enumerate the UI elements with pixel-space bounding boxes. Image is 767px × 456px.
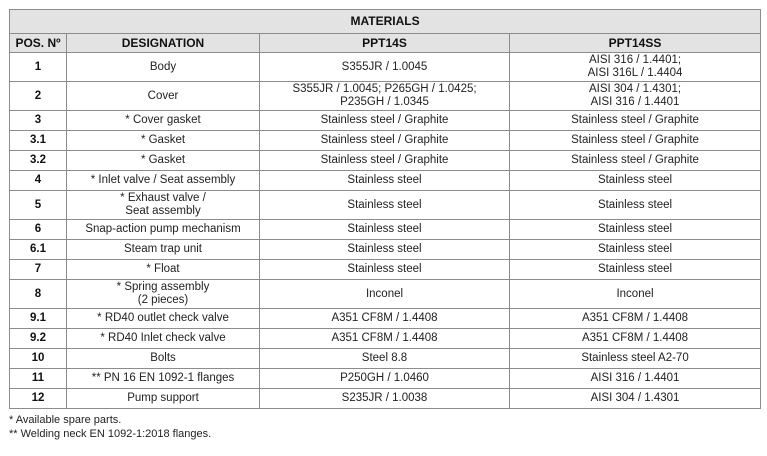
pos-cell: 12 xyxy=(10,389,67,409)
ppt14ss-cell xyxy=(510,171,761,191)
designation-cell xyxy=(67,191,260,220)
designation-cell-line: * Gasket xyxy=(140,154,186,166)
ppt14s-cell xyxy=(260,309,510,329)
table-row xyxy=(10,349,761,369)
designation-cell-line: * Inlet valve / Seat assembly xyxy=(90,174,236,186)
ppt14ss-cell xyxy=(510,111,761,131)
column-header-designation: DESIGNATION xyxy=(67,34,260,53)
pos-cell: 6 xyxy=(10,220,67,240)
ppt14ss-cell-line: Stainless steel / Graphite xyxy=(571,154,699,166)
pos-cell: 6.1 xyxy=(10,240,67,260)
ppt14s-cell xyxy=(260,349,510,369)
table-row xyxy=(10,369,761,389)
ppt14s-cell xyxy=(260,280,510,309)
ppt14s-cell xyxy=(260,171,510,191)
designation-cell xyxy=(67,349,260,369)
designation-cell xyxy=(67,151,260,171)
footnote-spare-parts: * Available spare parts. xyxy=(9,414,122,426)
designation-cell-line: * Spring assembly xyxy=(116,281,210,293)
ppt14s-cell-line: Stainless steel xyxy=(347,223,422,235)
materials-table xyxy=(9,9,761,409)
ppt14ss-cell-line: Stainless steel A2-70 xyxy=(581,352,689,364)
ppt14ss-cell-line: Stainless steel / Graphite xyxy=(571,114,699,126)
designation-cell-line: Snap-action pump mechanism xyxy=(85,223,241,235)
ppt14s-cell-line: Stainless steel / Graphite xyxy=(320,114,449,126)
ppt14s-cell xyxy=(260,369,510,389)
ppt14s-cell xyxy=(260,329,510,349)
ppt14s-cell-line: A351 CF8M / 1.4408 xyxy=(331,312,438,324)
ppt14ss-cell xyxy=(510,309,761,329)
ppt14s-cell-line: Stainless steel xyxy=(347,263,422,275)
ppt14ss-cell xyxy=(510,329,761,349)
ppt14s-cell-line: Stainless steel xyxy=(347,174,422,186)
ppt14ss-cell-line: Stainless steel / Graphite xyxy=(571,134,699,146)
column-header-ppt14s: PPT14S xyxy=(260,34,510,53)
designation-cell xyxy=(67,309,260,329)
ppt14s-cell xyxy=(260,131,510,151)
ppt14ss-cell-line: AISI 316L / 1.4404 xyxy=(587,67,683,79)
designation-cell xyxy=(67,329,260,349)
pos-cell: 4 xyxy=(10,171,67,191)
designation-cell xyxy=(67,131,260,151)
ppt14s-cell-line: Stainless steel / Graphite xyxy=(320,134,449,146)
designation-cell-line: * Cover gasket xyxy=(125,114,201,126)
ppt14ss-cell-line: Stainless steel xyxy=(597,263,673,275)
ppt14ss-cell-line: AISI 304 / 1.4301; xyxy=(588,83,682,95)
ppt14s-cell-line: P235GH / 1.0345 xyxy=(340,96,429,108)
table-title: MATERIALS xyxy=(10,10,761,34)
designation-cell-line: * Exhaust valve / xyxy=(120,192,206,204)
ppt14ss-cell-line: Inconel xyxy=(616,287,654,300)
designation-cell-line: * RD40 Inlet check valve xyxy=(100,332,226,344)
table-row xyxy=(10,280,761,309)
ppt14ss-cell xyxy=(510,389,761,409)
pos-cell: 5 xyxy=(10,191,67,220)
designation-cell xyxy=(67,220,260,240)
pos-cell: 1 xyxy=(10,53,67,82)
table-body xyxy=(10,53,761,409)
ppt14ss-cell-line: Stainless steel xyxy=(597,223,673,235)
designation-cell-line: Body xyxy=(149,60,177,73)
ppt14s-cell xyxy=(260,82,510,111)
ppt14s-cell-line: S235JR / 1.0038 xyxy=(341,392,428,404)
designation-cell-line: * Gasket xyxy=(140,134,186,146)
table-title-row xyxy=(10,10,761,34)
designation-cell xyxy=(67,53,260,82)
table-row xyxy=(10,191,761,220)
ppt14ss-cell xyxy=(510,240,761,260)
ppt14s-cell-line: Stainless steel / Graphite xyxy=(320,154,449,166)
ppt14ss-cell-line: Stainless steel xyxy=(597,198,673,211)
ppt14ss-cell-line: Stainless steel xyxy=(597,243,673,255)
ppt14ss-cell-line: AISI 316 / 1.4401 xyxy=(590,96,680,108)
designation-cell-line: (2 pieces) xyxy=(137,294,189,306)
table-row xyxy=(10,389,761,409)
ppt14ss-cell-line: AISI 304 / 1.4301 xyxy=(590,392,680,404)
ppt14s-cell xyxy=(260,151,510,171)
designation-cell xyxy=(67,369,260,389)
designation-cell xyxy=(67,280,260,309)
ppt14ss-cell-line: Stainless steel xyxy=(597,174,673,186)
ppt14ss-cell-line: A351 CF8M / 1.4408 xyxy=(581,312,689,324)
ppt14s-cell-line: P250GH / 1.0460 xyxy=(340,372,429,384)
designation-cell xyxy=(67,111,260,131)
pos-cell: 9.2 xyxy=(10,329,67,349)
pos-cell: 3.1 xyxy=(10,131,67,151)
ppt14s-cell-line: Steel 8.8 xyxy=(361,352,408,364)
footnote-flanges: ** Welding neck EN 1092-1:2018 flanges. xyxy=(9,428,212,440)
designation-cell xyxy=(67,171,260,191)
pos-cell: 7 xyxy=(10,260,67,280)
ppt14ss-cell xyxy=(510,280,761,309)
pos-cell: 3 xyxy=(10,111,67,131)
ppt14ss-cell xyxy=(510,53,761,82)
table-row xyxy=(10,111,761,131)
table-header-row xyxy=(10,34,761,53)
ppt14s-cell xyxy=(260,389,510,409)
designation-cell xyxy=(67,82,260,111)
table-row xyxy=(10,151,761,171)
ppt14s-cell-line: S355JR / 1.0045; P265GH / 1.0425; xyxy=(292,83,477,95)
ppt14ss-cell xyxy=(510,191,761,220)
ppt14ss-cell xyxy=(510,260,761,280)
pos-cell: 11 xyxy=(10,369,67,389)
designation-cell-line: Bolts xyxy=(150,352,176,364)
pos-cell: 8 xyxy=(10,280,67,309)
ppt14s-cell-line: Stainless steel xyxy=(347,243,422,255)
ppt14s-cell xyxy=(260,220,510,240)
table-row xyxy=(10,53,761,82)
designation-cell-line: Pump support xyxy=(127,392,199,404)
pos-cell: 9.1 xyxy=(10,309,67,329)
materials-section xyxy=(9,9,760,441)
ppt14ss-cell xyxy=(510,82,761,111)
ppt14s-cell xyxy=(260,191,510,220)
ppt14ss-cell xyxy=(510,369,761,389)
ppt14ss-cell xyxy=(510,349,761,369)
column-header-ppt14ss: PPT14SS xyxy=(510,34,761,53)
table-row xyxy=(10,309,761,329)
column-header-pos: POS. Nº xyxy=(10,34,67,53)
ppt14ss-cell xyxy=(510,220,761,240)
ppt14s-cell-line: S355JR / 1.0045 xyxy=(341,60,428,73)
table-row xyxy=(10,260,761,280)
designation-cell-line: Seat assembly xyxy=(125,205,201,217)
table-row xyxy=(10,240,761,260)
ppt14ss-cell-line: AISI 316 / 1.4401 xyxy=(590,372,680,384)
designation-cell-line: * RD40 outlet check valve xyxy=(97,312,229,324)
pos-cell: 2 xyxy=(10,82,67,111)
ppt14ss-cell-line: AISI 316 / 1.4401; xyxy=(588,54,682,66)
ppt14s-cell xyxy=(260,240,510,260)
table-row xyxy=(10,131,761,151)
table-row xyxy=(10,171,761,191)
designation-cell xyxy=(67,240,260,260)
ppt14ss-cell xyxy=(510,131,761,151)
table-row xyxy=(10,220,761,240)
ppt14s-cell-line: A351 CF8M / 1.4408 xyxy=(331,332,438,344)
table-row xyxy=(10,329,761,349)
ppt14s-cell xyxy=(260,111,510,131)
footnotes xyxy=(9,413,760,441)
pos-cell: 10 xyxy=(10,349,67,369)
designation-cell xyxy=(67,389,260,409)
designation-cell-line: Cover xyxy=(147,89,179,102)
designation-cell-line: Steam trap unit xyxy=(124,243,202,255)
ppt14ss-cell-line: A351 CF8M / 1.4408 xyxy=(581,332,689,344)
table-row xyxy=(10,82,761,111)
pos-cell: 3.2 xyxy=(10,151,67,171)
designation-cell-line: * Float xyxy=(146,263,180,275)
ppt14s-cell-line: Stainless steel xyxy=(347,198,422,211)
ppt14s-cell xyxy=(260,53,510,82)
ppt14s-cell xyxy=(260,260,510,280)
ppt14ss-cell xyxy=(510,151,761,171)
designation-cell-line: ** PN 16 EN 1092-1 flanges xyxy=(91,372,235,384)
designation-cell xyxy=(67,260,260,280)
ppt14s-cell-line: Inconel xyxy=(365,287,404,300)
